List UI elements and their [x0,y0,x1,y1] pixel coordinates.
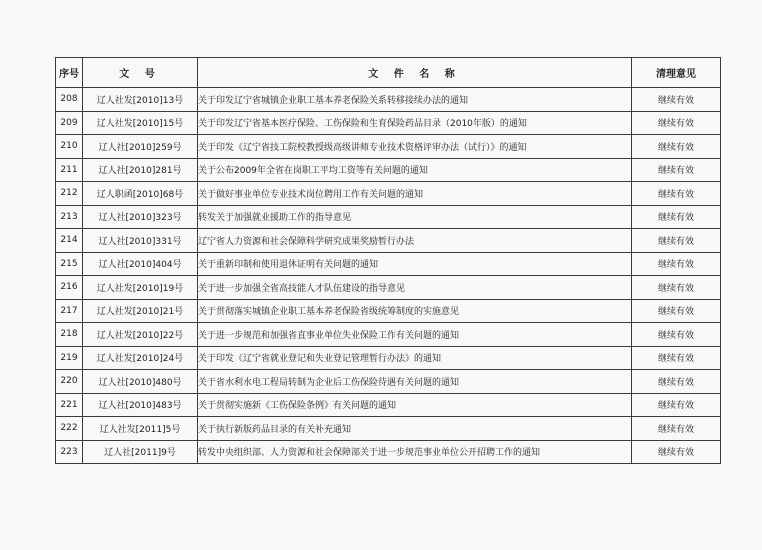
row-doc-number: 辽人社[2010]259号 [83,135,198,159]
table-row [56,346,721,370]
row-doc-number: 辽人社发[2011]5号 [83,417,198,441]
row-document-title: 关于贯彻实施新《工伤保险条例》有关问题的通知 [198,393,632,417]
table-row [56,393,721,417]
row-cleanup-opinion: 继续有效 [632,323,721,347]
row-seq: 217 [56,299,83,323]
row-doc-number: 辽人社[2010]480号 [83,370,198,394]
row-document-title: 关于贯彻落实城镇企业职工基本养老保险省级统筹制度的实施意见 [198,299,632,323]
row-cleanup-opinion: 继续有效 [632,158,721,182]
row-seq: 222 [56,417,83,441]
row-cleanup-opinion: 继续有效 [632,88,721,112]
row-doc-number: 辽人社[2010]404号 [83,252,198,276]
row-cleanup-opinion: 继续有效 [632,229,721,253]
row-document-title: 关于省水利水电工程局转制为企业后工伤保险待遇有关问题的通知 [198,370,632,394]
table-row [56,323,721,347]
row-document-title: 关于重新印制和使用退休证明有关问题的通知 [198,252,632,276]
row-cleanup-opinion: 继续有效 [632,276,721,300]
row-doc-number: 辽人社[2011]9号 [83,440,198,464]
header-opinion: 清理意见 [632,58,721,88]
row-seq: 216 [56,276,83,300]
row-document-title: 转发中央组织部、人力资源和社会保障部关于进一步规范事业单位公开招聘工作的通知 [198,440,632,464]
row-cleanup-opinion: 继续有效 [632,182,721,206]
row-seq: 208 [56,88,83,112]
row-seq: 209 [56,111,83,135]
header-seq: 序号 [56,58,83,88]
row-cleanup-opinion: 继续有效 [632,370,721,394]
row-doc-number: 辽人社发[2010]24号 [83,346,198,370]
header-title: 文 件 名 称 [198,58,632,88]
table-row [56,229,721,253]
row-seq: 214 [56,229,83,253]
row-document-title: 关于公布2009年全省在岗职工平均工资等有关问题的通知 [198,158,632,182]
row-doc-number: 辽人社发[2010]21号 [83,299,198,323]
row-cleanup-opinion: 继续有效 [632,135,721,159]
row-seq: 221 [56,393,83,417]
table-body [56,88,721,464]
header-doc-no: 文 号 [83,58,198,88]
table-row [56,205,721,229]
row-doc-number: 辽人社[2010]331号 [83,229,198,253]
table-row [56,182,721,206]
row-doc-number: 辽人职函[2010]68号 [83,182,198,206]
table-row [56,276,721,300]
row-doc-number: 辽人社[2010]281号 [83,158,198,182]
table-row [56,158,721,182]
table-row [56,417,721,441]
row-document-title: 关于执行新版药品目录的有关补充通知 [198,417,632,441]
row-doc-number: 辽人社[2010]483号 [83,393,198,417]
row-document-title: 关于做好事业单位专业技术岗位聘用工作有关问题的通知 [198,182,632,206]
row-doc-number: 辽人社发[2010]22号 [83,323,198,347]
row-document-title: 转发关于加强就业援助工作的指导意见 [198,205,632,229]
table-row [56,252,721,276]
row-doc-number: 辽人社发[2010]15号 [83,111,198,135]
table-row [56,440,721,464]
row-document-title: 关于印发《辽宁省技工院校教授级高级讲师专业技术资格评审办法（试行）》的通知 [198,135,632,159]
table-row [56,299,721,323]
table-row [56,135,721,159]
row-seq: 219 [56,346,83,370]
row-doc-number: 辽人社[2010]323号 [83,205,198,229]
row-document-title: 关于进一步加强全省高技能人才队伍建设的指导意见 [198,276,632,300]
row-seq: 212 [56,182,83,206]
row-seq: 220 [56,370,83,394]
row-seq: 215 [56,252,83,276]
table-row [56,370,721,394]
row-cleanup-opinion: 继续有效 [632,417,721,441]
row-cleanup-opinion: 继续有效 [632,440,721,464]
row-seq: 218 [56,323,83,347]
row-document-title: 关于印发辽宁省基本医疗保险、工伤保险和生育保险药品目录（2010年版）的通知 [198,111,632,135]
document-table [55,57,721,464]
row-seq: 211 [56,158,83,182]
table-row [56,88,721,112]
row-document-title: 关于印发辽宁省城镇企业职工基本养老保险关系转移接续办法的通知 [198,88,632,112]
row-doc-number: 辽人社发[2010]19号 [83,276,198,300]
row-document-title: 关于进一步规范和加强省直事业单位失业保险工作有关问题的通知 [198,323,632,347]
row-cleanup-opinion: 继续有效 [632,346,721,370]
table-row [56,111,721,135]
row-seq: 210 [56,135,83,159]
row-cleanup-opinion: 继续有效 [632,205,721,229]
row-document-title: 关于印发《辽宁省就业登记和失业登记管理暂行办法》的通知 [198,346,632,370]
row-cleanup-opinion: 继续有效 [632,299,721,323]
row-doc-number: 辽人社发[2010]13号 [83,88,198,112]
row-document-title: 辽宁省人力资源和社会保障科学研究成果奖励暂行办法 [198,229,632,253]
table-header-row [56,58,721,88]
row-cleanup-opinion: 继续有效 [632,393,721,417]
row-seq: 213 [56,205,83,229]
row-cleanup-opinion: 继续有效 [632,111,721,135]
row-seq: 223 [56,440,83,464]
row-cleanup-opinion: 继续有效 [632,252,721,276]
